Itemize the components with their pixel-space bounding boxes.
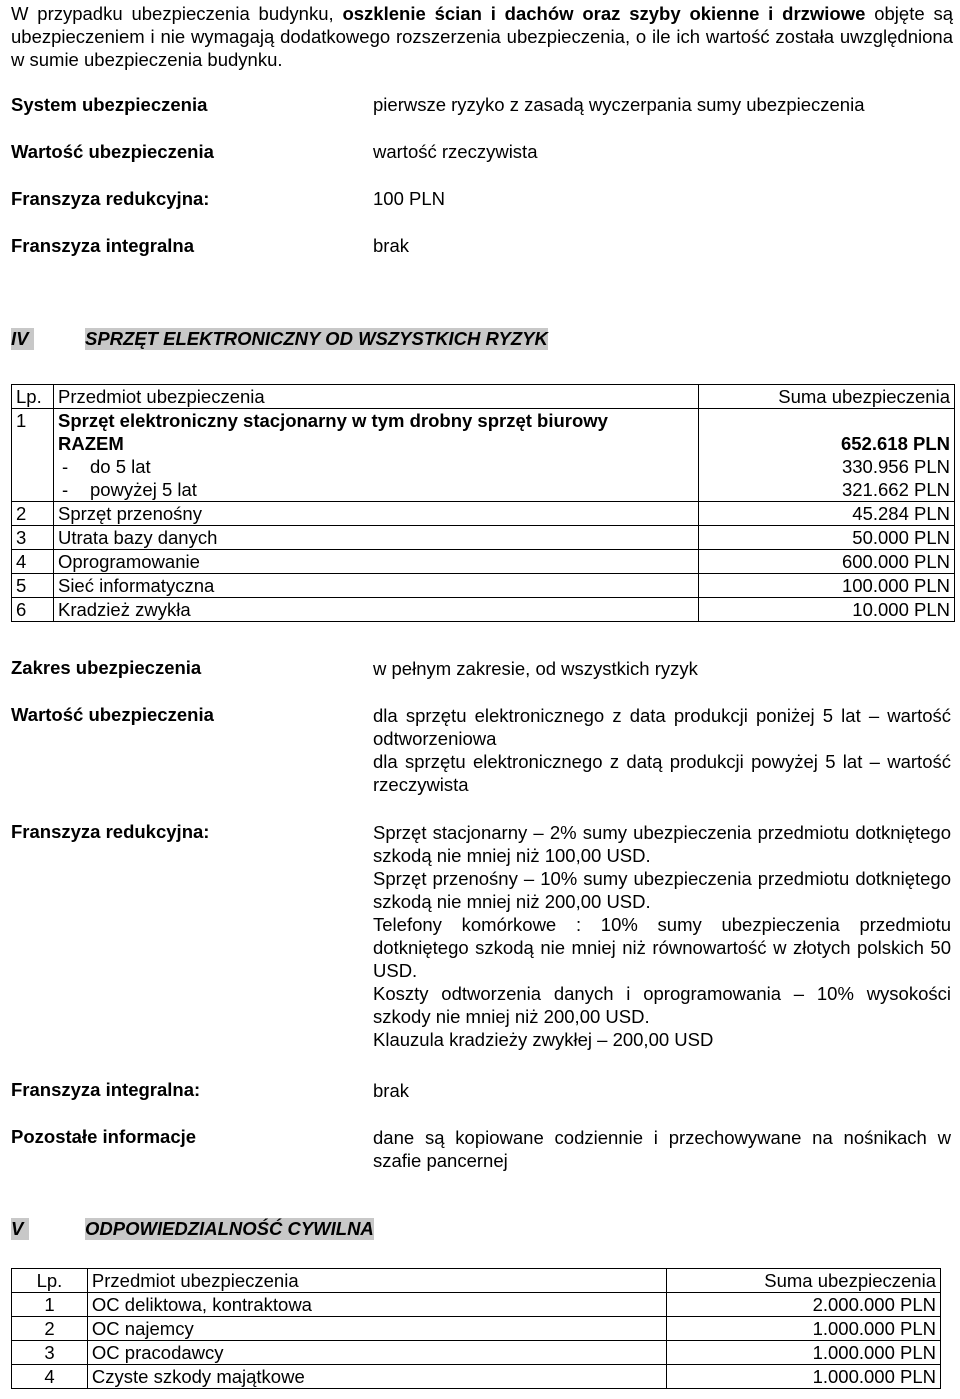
row-subject: OC deliktowa, kontraktowa [87,1293,666,1317]
section-title-v: ODPOWIEDZIALNOŚĆ CYWILNA [85,1218,374,1239]
row-lp: 3 [12,1341,88,1365]
block1-label-franszyza-red: Franszyza redukcyjna: [11,188,210,209]
block1-label-system: System ubezpieczenia [11,94,208,115]
table-row [12,1341,941,1365]
row-sum: 600.000 PLN [699,550,955,574]
table-header-row [12,1269,941,1293]
intro-text-bold: oszklenie ścian i dachów oraz szyby okienne i drzwiowe [342,3,866,24]
table-row [12,1365,941,1389]
table-row [12,574,955,598]
row1-sub2-value: 321.662 PLN [841,479,950,500]
row-subject: Czyste szkody majątkowe [87,1365,666,1389]
section-number-v: V [11,1218,29,1240]
row1-lp: 1 [12,409,54,502]
row1-sub2-label: powyżej 5 lat [89,479,197,500]
row-sum: 1.000.000 PLN [667,1365,941,1389]
block1-value-system: pierwsze ryzyko z zasadą wyczerpania sumy ubezpieczenia [373,94,865,115]
row-subject: OC najemcy [87,1317,666,1341]
row-sum: 45.284 PLN [699,502,955,526]
electronics-table [11,384,955,622]
table-header-row [12,385,955,409]
block1-value-franszyza-red: 100 PLN [373,188,445,209]
row1-sums [699,409,955,502]
franszyza-red-p5: Klauzula kradzieży zwykłej – 200,00 USD [373,1029,714,1050]
header-sum: Suma ubezpieczenia [699,385,955,409]
row-subject: OC pracodawcy [87,1341,666,1365]
intro-paragraph [11,2,953,71]
row1-sub1-label: do 5 lat [89,456,151,477]
row-subject: Utrata bazy danych [53,526,698,550]
row-lp: 1 [12,1293,88,1317]
row-sum: 50.000 PLN [699,526,955,550]
franszyza-int-value: brak [373,1080,409,1101]
block1-value-wartosc: wartość rzeczywista [373,141,538,162]
row-lp: 5 [12,574,54,598]
row1-subject [53,409,698,502]
wartosc-p1: dla sprzętu elektronicznego z data produkcji poniżej 5 lat – wartość odtworzeniowa [373,705,951,749]
table-row [12,1293,941,1317]
wartosc-p2: dla sprzętu elektronicznego z datą produkcji powyżej 5 lat – wartość rzeczywista [373,751,951,795]
row-sum: 1.000.000 PLN [667,1317,941,1341]
table-row [12,409,955,502]
intro-text-1: W przypadku ubezpieczenia budynku, [11,3,343,24]
franszyza-red-p3: Telefony komórkowe : 10% sumy ubezpieczenia przedmiotu dotkniętego szkodą nie mniej niż równowartość w złotych polskich 50 USD. [373,914,951,981]
row-lp: 6 [12,598,54,622]
row-sum: 10.000 PLN [699,598,955,622]
row1-title: Sprzęt elektroniczny stacjonarny w tym drobny sprzęt biurowy [57,410,608,431]
table-row [12,550,955,574]
zakres-value: w pełnym zakresie, od wszystkich ryzyk [373,658,698,679]
pozostale-label: Pozostałe informacje [11,1126,197,1147]
wartosc-value [373,704,951,796]
section-title-iv: SPRZĘT ELEKTRONICZNY OD WSZYSTKICH RYZYK [85,328,548,349]
block1-label-franszyza-int: Franszyza integralna [11,235,195,256]
header-sum: Suma ubezpieczenia [667,1269,941,1293]
row1-total-value: 652.618 PLN [840,433,950,454]
franszyza-red-p1: Sprzęt stacjonarny – 2% sumy ubezpieczenia przedmiotu dotkniętego szkodą nie mniej niż 100,00 USD. [373,822,951,866]
liability-table [11,1268,941,1389]
row-sum: 1.000.000 PLN [667,1341,941,1365]
franszyza-red-p4: Koszty odtworzenia danych i oprogramowania – 10% wysokości szkody nie mniej niż 200,00 USD. [373,983,951,1027]
table-row [12,502,955,526]
row1-total-label: RAZEM [57,433,124,454]
row1-sub1: - do 5 lat [61,456,151,477]
row-lp: 4 [12,550,54,574]
header-lp: Lp. [12,385,54,409]
section-heading-iv [11,328,611,352]
row-subject: Kradzież zwykła [53,598,698,622]
table-row [12,1317,941,1341]
row1-sub1-value: 330.956 PLN [841,456,950,477]
section-number-iv: IV [11,328,34,350]
row-subject: Sprzęt przenośny [53,502,698,526]
row-subject: Sieć informatyczna [53,574,698,598]
franszyza-red-value [373,821,951,1051]
header-subject: Przedmiot ubezpieczenia [53,385,698,409]
block1-value-franszyza-int: brak [373,235,409,256]
pozostale-value: dane są kopiowane codziennie i przechowywane na nośnikach w szafie pancernej [373,1127,951,1171]
table-row [12,598,955,622]
franszyza-red-label: Franszyza redukcyjna: [11,821,210,842]
section-heading-v [11,1218,431,1242]
header-subject: Przedmiot ubezpieczenia [87,1269,666,1293]
zakres-label: Zakres ubezpieczenia [11,657,202,678]
row1-sub2: - powyżej 5 lat [61,479,197,500]
table-row [12,526,955,550]
row-lp: 4 [12,1365,88,1389]
header-lp: Lp. [12,1269,88,1293]
row-lp: 2 [12,1317,88,1341]
row-lp: 3 [12,526,54,550]
block1-label-wartosc: Wartość ubezpieczenia [11,141,214,162]
wartosc-label: Wartość ubezpieczenia [11,704,214,725]
intro-text-2: objęte są ubezpieczeniem i nie wymagają dodatkowego rozszerzenia ubezpieczenia, o ile ich wartość została uwzględniona w sumie ubezpieczenia budynku. [11,3,953,70]
row-subject: Oprogramowanie [53,550,698,574]
franszyza-int-label: Franszyza integralna: [11,1079,201,1100]
row-lp: 2 [12,502,54,526]
row-sum: 2.000.000 PLN [667,1293,941,1317]
franszyza-red-p2: Sprzęt przenośny – 10% sumy ubezpieczenia przedmiotu dotkniętego szkodą nie mniej niż 200,00 USD. [373,868,951,912]
row-sum: 100.000 PLN [699,574,955,598]
